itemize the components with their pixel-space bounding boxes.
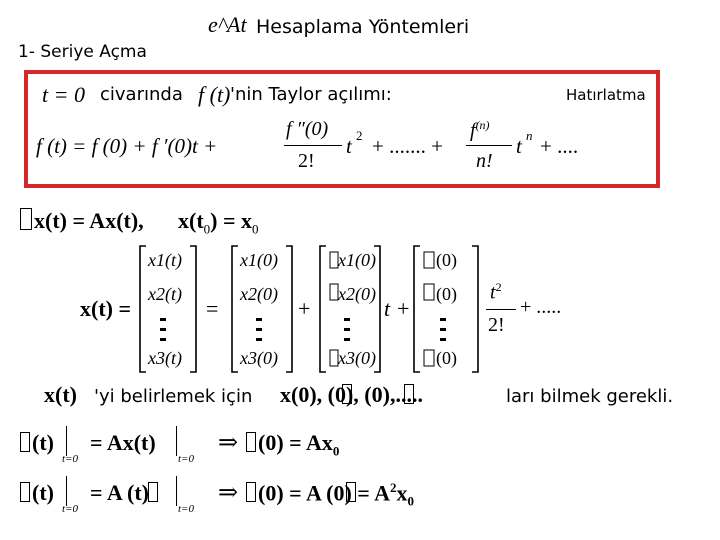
deriv2-evalbar-2 (176, 476, 177, 506)
col3-row3: x3(0) (338, 348, 376, 368)
t2-num (490, 280, 502, 305)
reminder-label: Hatırlatma (566, 86, 646, 104)
t-plus: t + (384, 296, 411, 321)
deriv1-mid: = Ax(t) (90, 430, 156, 455)
init-sub: 0 (203, 221, 211, 237)
deriv1-implies: ⇒ (218, 430, 239, 456)
ft-symbol: f (t) (198, 82, 231, 107)
deriv1-rhs-box-glyph (246, 432, 256, 452)
header-formula-text: e^At (208, 12, 247, 37)
deriv1-rhs-text: (0) = Ax (258, 430, 333, 455)
plus-1: + (298, 296, 311, 321)
col2-row3: x3(0) (240, 348, 278, 368)
page-title: Hesaplama Yöntemleri (256, 16, 470, 38)
col3-row2: x2(0) (338, 284, 376, 304)
deriv1-box-glyph (20, 432, 30, 452)
deriv2-mid: = A (t) (90, 480, 149, 505)
frac2-den: n! (476, 150, 493, 172)
deriv1-sub-1: t=0 (62, 453, 78, 465)
vector-tail: + ..... (520, 296, 562, 318)
deriv1-lhs: (t) (32, 430, 54, 455)
deriv2-lhs: (t) (32, 480, 54, 505)
deriv1-rhs (258, 430, 339, 459)
sentence-box-glyph-1 (342, 384, 352, 404)
sentence-xt: x(t) (44, 382, 77, 407)
col2-row1: x1(0) (240, 250, 278, 270)
init-x-t: x(t (178, 208, 204, 233)
state-equation-lhs: x(t) = Ax(t), (34, 208, 144, 233)
deriv1-rhs-sub: 0 (332, 443, 340, 459)
sentence-part1: 'yi belirlemek için (94, 386, 253, 407)
t-equals-zero: t = 0 (42, 82, 85, 107)
col3-row1: x1(0) (338, 250, 376, 270)
t-squared-sup: 2 (356, 128, 363, 143)
col4-row3: (0) (436, 348, 457, 368)
col1-row3: x3(t) (148, 348, 182, 368)
deriv2-sub-1: t=0 (62, 503, 78, 515)
t2-den: 2! (488, 314, 505, 336)
col4-row1: (0) (436, 250, 457, 270)
t2-num-sup: 2 (495, 280, 502, 294)
frac1-num: f ″(0) (286, 118, 329, 140)
init-rhs-sub: 0 (252, 221, 259, 237)
deriv1-evalbar-1 (66, 426, 67, 456)
series-dots-2: + .... (540, 134, 579, 158)
t-squared: t (346, 134, 352, 158)
deriv2-rhs-sub: 0 (407, 493, 415, 509)
deriv2-rhs-text: (0) = A (0) = A (258, 480, 391, 506)
vector-lhs: x(t) = (80, 296, 132, 321)
init-rhs: ) = x (210, 208, 253, 233)
deriv2-box-glyph (20, 482, 30, 502)
civarinda-text: civarında (100, 84, 183, 105)
vector-equals: = (206, 296, 219, 321)
t2-num-t: t (490, 281, 496, 304)
deriv2-rhs-box-glyph (246, 482, 256, 502)
col2-row2: x2(0) (240, 284, 278, 304)
deriv2-evalbar-1 (66, 476, 67, 506)
t-n: t (516, 134, 522, 158)
taylor-lhs: f (t) = f (0) + f ′(0)t + (36, 134, 218, 158)
col4-row2: (0) (436, 284, 457, 304)
deriv2-rhs (258, 480, 414, 510)
frac2-f: f (470, 119, 476, 142)
deriv2-implies: ⇒ (218, 480, 239, 506)
series-dots-1: + ....... + (372, 134, 443, 158)
sentence-part2: ları bilmek gerekli. (506, 386, 674, 407)
deriv2-sub-2: t=0 (178, 503, 194, 515)
deriv1-evalbar-2 (176, 426, 177, 456)
deriv2-rhs-x: x (396, 480, 408, 506)
frac2-sup: (n) (475, 118, 490, 132)
deriv1-sub-2: t=0 (178, 453, 194, 465)
frac1-den: 2! (298, 150, 315, 172)
sentence-values: x(0), (0), (0),..... (280, 382, 423, 407)
col1-row1: x1(t) (148, 250, 182, 270)
deriv2-mid-box-glyph (148, 482, 158, 502)
deriv2-rhs-mid-box-glyph (346, 482, 356, 502)
taylor-text: 'nin Taylor açılımı: (230, 84, 392, 105)
t2-bar (486, 309, 516, 310)
section-heading: 1- Seriye Açma (18, 42, 147, 62)
col1-row2: x2(t) (148, 284, 182, 304)
deriv2-rhs-sup: 2 (390, 480, 397, 495)
sentence-box-glyph-2 (404, 384, 414, 404)
t-n-sup: n (526, 128, 533, 143)
